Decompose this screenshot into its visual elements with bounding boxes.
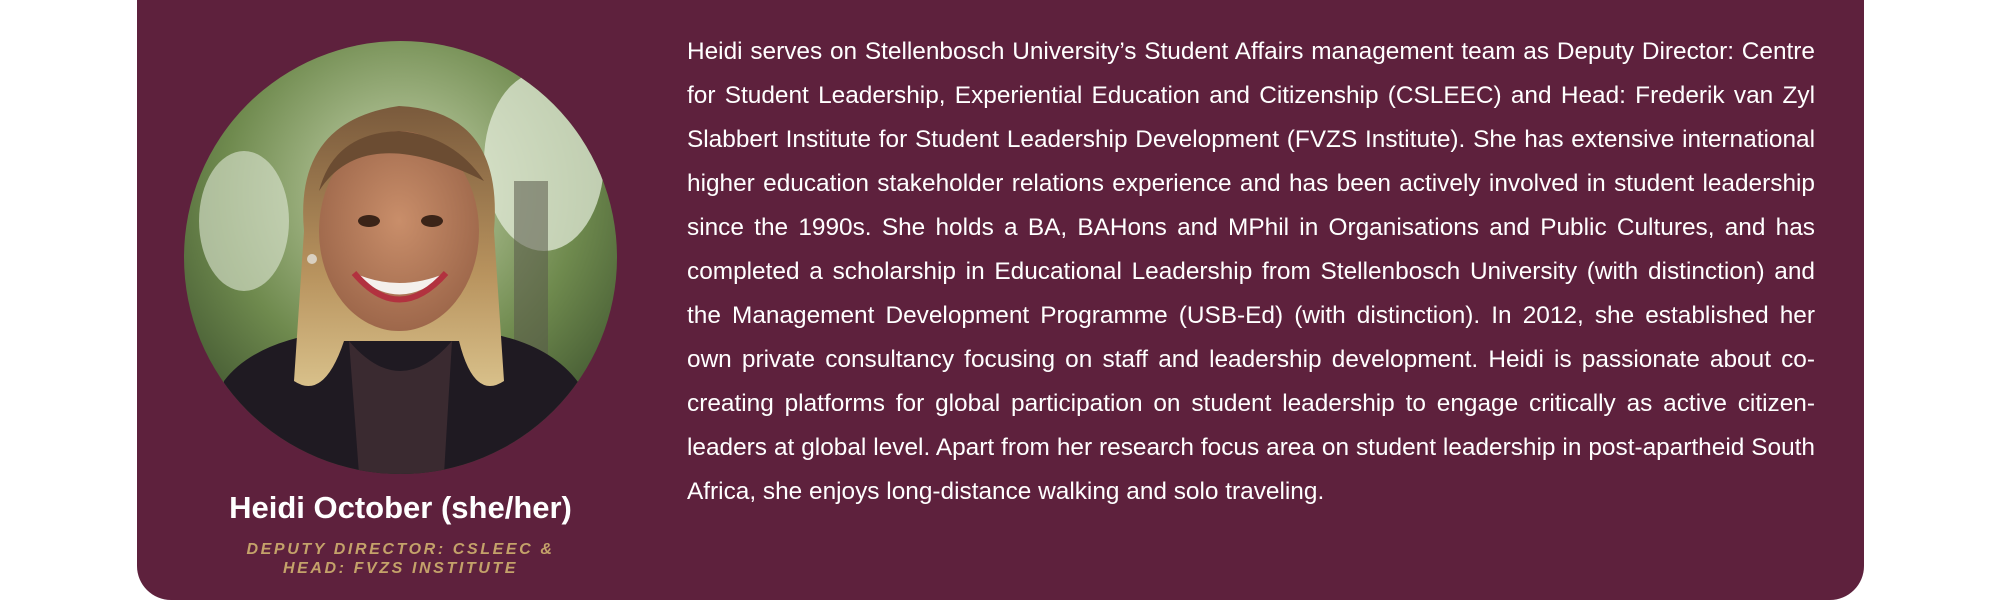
person-name: Heidi October (she/her)	[229, 490, 572, 525]
person-role: DEPUTY DIRECTOR: CSLEEC & HEAD: FVZS INSTITUTE	[246, 541, 555, 577]
profile-card	[137, 0, 1864, 600]
bio-text: Heidi serves on Stellenbosch University’s Student Affairs management team as Deputy Director: Centre for Student Leadership, Experiential Education and Citizenship (CSLEEC) and Head: Frederik van Zyl Slabbert Institute for Student Leadership Development (FVZS Institute). She has extensive international higher education stakeholder relations experience and has been actively involved in student leadership since the 1990s. She holds a BA, BAHons and MPhil in Organisations and Public Cultures, and has completed a scholarship in Educational Leadership from Stellenbosch University (with distinction) and the Management Development Programme (USB-Ed) (with distinction). In 2012, she established her own private consultancy focusing on staff and leadership development. Heidi is passionate about co-creating platforms for global participation on student leadership to engage critically as active citizen-leaders at global level. Apart from her research focus area on student leadership in post-apartheid South Africa, she enjoys long-distance walking and solo traveling.	[687, 38, 1815, 505]
portrait-photo	[184, 41, 617, 474]
